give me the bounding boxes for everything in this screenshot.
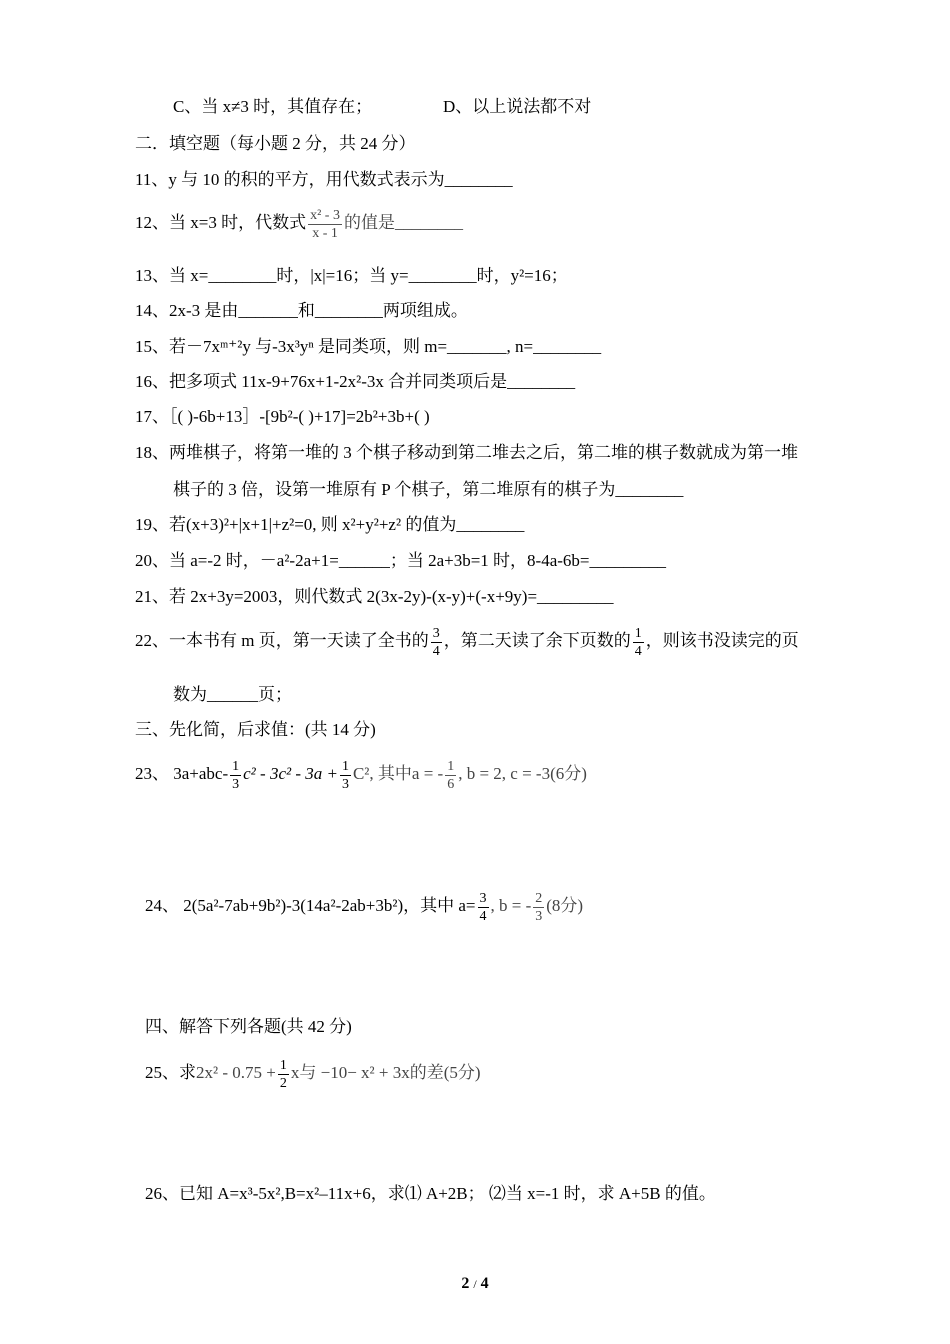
question-22-line-2: 数为______页；: [173, 685, 292, 704]
section-2-heading: 二．填空题（每小题 2 分，共 24 分）: [135, 134, 416, 153]
question-13: 13、当 x=________时，|x|=16；当 y=________时，y²=16；: [135, 266, 568, 285]
q24-f2-den: 3: [535, 908, 543, 924]
q23-text-1: 23、 3a+abc-: [135, 764, 229, 783]
q23-f3-num: 1: [447, 758, 455, 774]
q12-numerator: x² - 3: [310, 207, 340, 223]
q23-text-2: c² - 3c² - 3a +: [243, 764, 338, 783]
question-18-line-1: 18、两堆棋子，将第一堆的 3 个棋子移动到第二堆去之后，第二堆的棋子数就成为第一堆: [135, 443, 798, 462]
question-12: [135, 205, 463, 242]
q22-text-3: ，则该书没读完的页: [645, 631, 799, 650]
question-18-line-2: 棋子的 3 倍，设第一堆原有 P 个棋子，第二堆原有的棋子为________: [173, 480, 684, 499]
question-17: 17、［( )-6b+13］-[9b²-( )+17]=2b²+3b+( ): [135, 407, 430, 426]
q24-f1-num: 3: [479, 890, 487, 906]
option-d: D、以上说法都不对: [443, 97, 592, 116]
q23-f3-den: 6: [447, 776, 455, 792]
question-14: 14、2x-3 是由_______和________两项组成。: [135, 301, 468, 320]
q23-text-4: , b = 2, c = -3(6分): [458, 764, 587, 783]
q23-text-3: C², 其中a = -: [352, 764, 444, 783]
question-19: 19、若(x+3)²+|x+1|+z²=0, 则 x²+y²+z² 的值为________: [135, 515, 525, 534]
page-number: [0, 1275, 950, 1293]
question-22: [135, 623, 799, 660]
q25-text-2: 2x² - 0.75 +: [196, 1063, 276, 1082]
q22-text-1: 22、一本书有 m 页，第一天读了全书的: [135, 631, 429, 650]
question-20: 20、当 a=-2 时，－a²-2a+1=______；当 2a+3b=1 时，8-4a-6b=_________: [135, 551, 666, 570]
question-23: [135, 756, 587, 793]
q22-f1-den: 4: [432, 643, 440, 659]
q23-f2-den: 3: [341, 776, 349, 792]
question-24: [145, 888, 583, 925]
q22-fraction-1: [431, 625, 442, 660]
q24-f1-den: 4: [479, 908, 487, 924]
q12-text: 12、当 x=3 时，代数式: [135, 213, 307, 232]
q25-text-3: x与 −10− x² + 3x的差(5分): [290, 1063, 481, 1082]
page-separator: /: [473, 1277, 477, 1291]
q25-f-num: 1: [279, 1057, 287, 1073]
q24-text-3: (8分): [546, 896, 584, 915]
question-11: 11、y 与 10 的积的平方，用代数式表示为________: [135, 170, 513, 189]
q24-fraction-2: [533, 890, 544, 925]
q12-denominator: x - 1: [312, 225, 338, 241]
section-4-heading: 四、解答下列各题(共 42 分): [145, 1017, 352, 1036]
q25-fraction: [278, 1057, 289, 1092]
q22-f2-num: 1: [634, 625, 642, 641]
q23-fraction-2: [340, 758, 351, 793]
q12-tail: 的值是________: [343, 213, 463, 232]
question-16: 16、把多项式 11x-9+76x+1-2x²-3x 合并同类项后是________: [135, 372, 576, 391]
q23-fraction-1: [230, 758, 241, 793]
q22-fraction-2: [633, 625, 644, 660]
question-21: 21、若 2x+3y=2003，则代数式 2(3x-2y)-(x-y)+(-x+9y)=_________: [135, 587, 614, 606]
q24-text-1: 24、 2(5a²-7ab+9b²)-3(14a²-2ab+3b²)，其中 a=: [145, 896, 476, 915]
q24-fraction-1: [478, 890, 489, 925]
option-c: C、当 x≠3 时，其值存在；: [173, 97, 373, 116]
q25-text-1: 25、求: [145, 1063, 196, 1082]
section-3-heading: 三、先化简，后求值：(共 14 分): [135, 720, 376, 739]
question-26: 26、已知 A=x³-5x²,B=x²–11x+6，求⑴ A+2B； ⑵当 x=-1 时，求 A+5B 的值。: [145, 1184, 716, 1203]
page-current: 2: [461, 1275, 470, 1292]
q22-f1-num: 3: [432, 625, 440, 641]
q12-fraction: [308, 207, 342, 242]
q23-fraction-3: [445, 758, 456, 793]
q22-f2-den: 4: [634, 643, 642, 659]
q23-f1-num: 1: [232, 758, 240, 774]
q24-f2-num: 2: [535, 890, 543, 906]
question-15: 15、若－7xᵐ⁺²y 与-3x³yⁿ 是同类项，则 m=_______, n=________: [135, 337, 602, 356]
q22-text-2: ，第二天读了余下页数的: [443, 631, 631, 650]
question-25: [145, 1055, 481, 1092]
q24-text-2: , b = -: [490, 896, 532, 915]
q23-f2-num: 1: [341, 758, 349, 774]
q23-f1-den: 3: [232, 776, 240, 792]
page-total: 4: [480, 1275, 489, 1292]
q25-f-den: 2: [279, 1075, 287, 1091]
